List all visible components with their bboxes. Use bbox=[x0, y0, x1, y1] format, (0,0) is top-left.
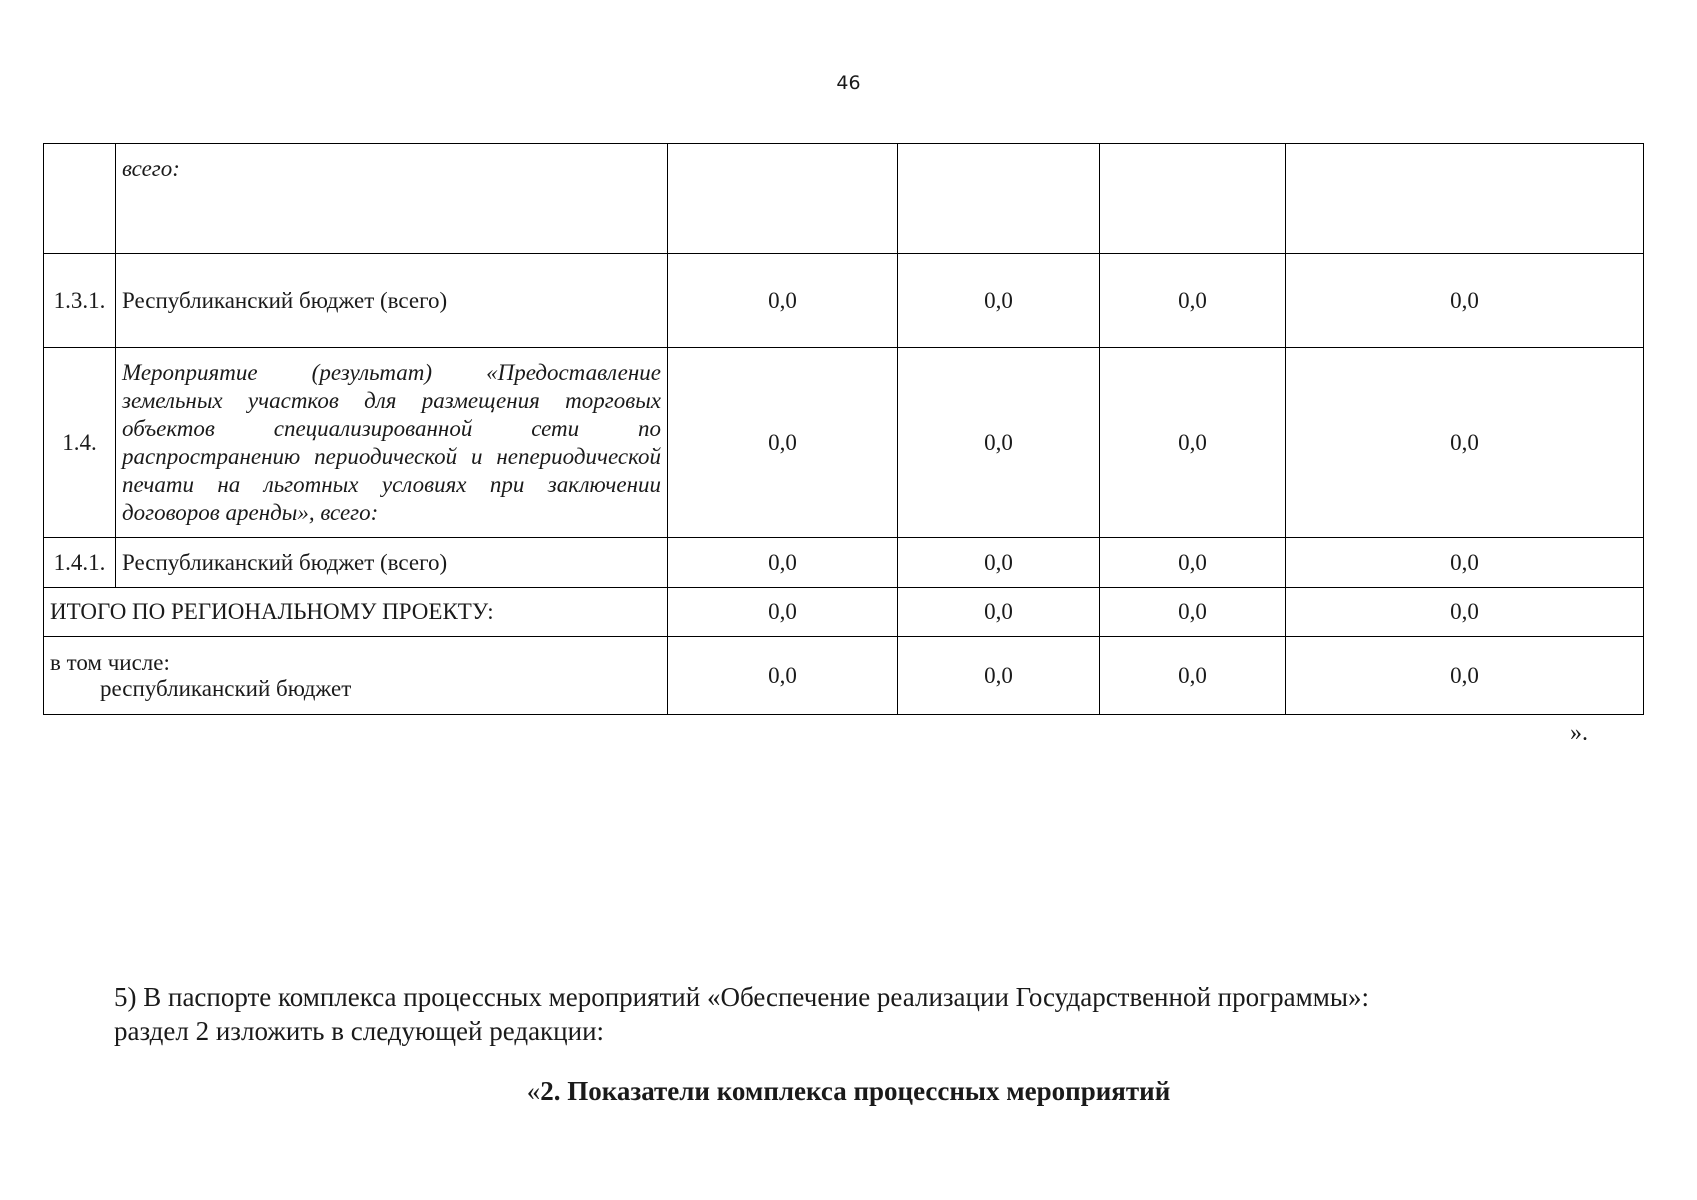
table-row bbox=[44, 254, 1644, 348]
row-number bbox=[44, 144, 116, 254]
row-name: всего: bbox=[116, 144, 668, 254]
section-heading bbox=[0, 1076, 1697, 1107]
value-cell: 0,0 bbox=[898, 348, 1100, 538]
row-name: Мероприятие (результат) «Предоставление земельных участков для размещения торговых объектов специализированной сети по распространению периодической и непериодической печати на льготных условиях при заключении договоров аренды», всего: bbox=[116, 348, 668, 538]
value-cell bbox=[668, 144, 898, 254]
budget-table bbox=[43, 143, 1644, 715]
value-cell: 0,0 bbox=[898, 538, 1100, 588]
value-cell: 0,0 bbox=[1100, 254, 1286, 348]
total-label: ИТОГО ПО РЕГИОНАЛЬНОМУ ПРОЕКТУ: bbox=[44, 588, 668, 637]
value-cell: 0,0 bbox=[1286, 538, 1644, 588]
row-number: 1.4. bbox=[44, 348, 116, 538]
including-label-line1: в том числе: bbox=[50, 649, 170, 675]
value-cell: 0,0 bbox=[1100, 538, 1286, 588]
value-cell: 0,0 bbox=[898, 637, 1100, 715]
value-cell: 0,0 bbox=[1286, 588, 1644, 637]
value-cell: 0,0 bbox=[668, 348, 898, 538]
value-cell: 0,0 bbox=[898, 588, 1100, 637]
closing-quote: ». bbox=[1570, 720, 1588, 746]
row-name: Республиканский бюджет (всего) bbox=[116, 538, 668, 588]
row-number: 1.3.1. bbox=[44, 254, 116, 348]
value-cell bbox=[1100, 144, 1286, 254]
value-cell: 0,0 bbox=[1286, 348, 1644, 538]
row-name: Республиканский бюджет (всего) bbox=[116, 254, 668, 348]
including-row bbox=[44, 637, 1644, 715]
value-cell: 0,0 bbox=[1100, 637, 1286, 715]
table-row bbox=[44, 538, 1644, 588]
value-cell: 0,0 bbox=[1286, 637, 1644, 715]
value-cell bbox=[898, 144, 1100, 254]
value-cell: 0,0 bbox=[898, 254, 1100, 348]
value-cell: 0,0 bbox=[668, 538, 898, 588]
value-cell: 0,0 bbox=[1100, 348, 1286, 538]
value-cell: 0,0 bbox=[1286, 254, 1644, 348]
table-row bbox=[44, 144, 1644, 254]
heading-text: 2. Показатели комплекса процессных мероприятий bbox=[540, 1076, 1171, 1106]
paragraph-line1: 5) В паспорте комплекса процессных мероприятий «Обеспечение реализации Государственной программы»: bbox=[114, 982, 1369, 1012]
total-row bbox=[44, 588, 1644, 637]
row-number: 1.4.1. bbox=[44, 538, 116, 588]
value-cell: 0,0 bbox=[668, 254, 898, 348]
value-cell: 0,0 bbox=[668, 637, 898, 715]
including-label bbox=[44, 637, 668, 715]
page-number: 46 bbox=[836, 72, 861, 94]
value-cell: 0,0 bbox=[1100, 588, 1286, 637]
value-cell: 0,0 bbox=[668, 588, 898, 637]
heading-quote: « bbox=[526, 1076, 541, 1106]
paragraph-line2: раздел 2 изложить в следующей редакции: bbox=[114, 1016, 605, 1046]
amendment-paragraph bbox=[114, 980, 1614, 1048]
value-cell bbox=[1286, 144, 1644, 254]
including-label-line2: республиканский бюджет bbox=[100, 675, 352, 701]
table-row bbox=[44, 348, 1644, 538]
